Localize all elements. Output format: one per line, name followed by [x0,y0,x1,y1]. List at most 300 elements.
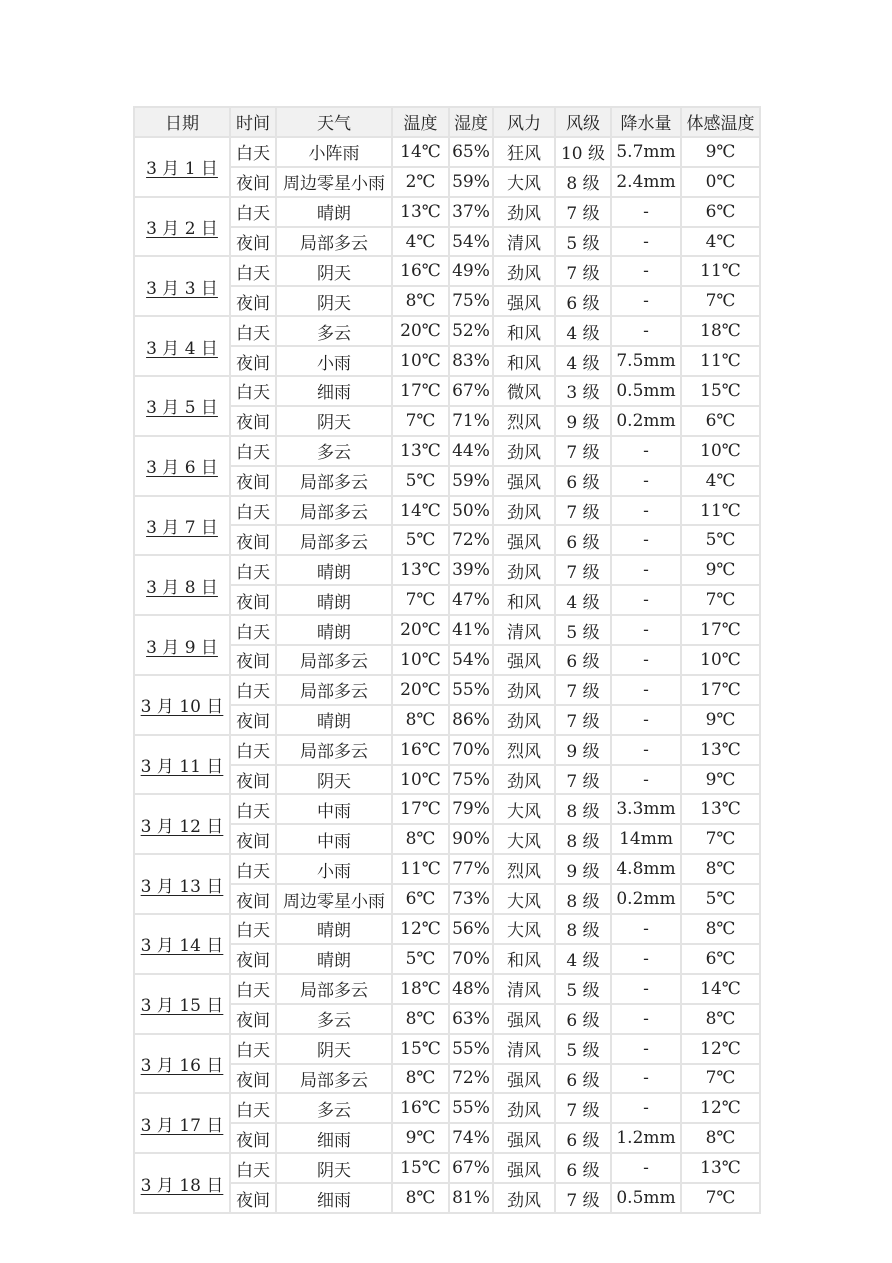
cell-humidity: 75% [449,765,493,795]
cell-wind-level: 6 级 [555,645,611,675]
cell-feels-like: 13℃ [681,735,760,765]
cell-time: 夜间 [230,346,276,376]
cell-humidity: 71% [449,406,493,436]
cell-weather: 局部多云 [276,496,392,526]
cell-wind: 微风 [493,376,555,406]
cell-humidity: 59% [449,466,493,496]
cell-temperature: 16℃ [392,735,449,765]
cell-time: 白天 [230,1034,276,1064]
cell-temperature: 11℃ [392,854,449,884]
cell-wind: 强风 [493,1004,555,1034]
cell-wind: 劲风 [493,1093,555,1123]
cell-weather: 阴天 [276,1034,392,1064]
table-row [134,137,760,167]
cell-temperature: 7℃ [392,585,449,615]
cell-temperature: 13℃ [392,555,449,585]
table-row [134,197,760,227]
cell-feels-like: 6℃ [681,406,760,436]
cell-humidity: 44% [449,436,493,466]
cell-humidity: 77% [449,854,493,884]
table-row [134,854,760,884]
cell-wind: 大风 [493,884,555,914]
cell-temperature: 4℃ [392,227,449,257]
cell-humidity: 83% [449,346,493,376]
cell-feels-like: 0℃ [681,167,760,197]
cell-time: 白天 [230,1093,276,1123]
cell-precipitation: - [611,555,681,585]
cell-temperature: 16℃ [392,1093,449,1123]
cell-weather: 局部多云 [276,645,392,675]
cell-date: 3 月 17 日 [134,1093,230,1153]
cell-weather: 晴朗 [276,914,392,944]
cell-date: 3 月 18 日 [134,1153,230,1213]
cell-temperature: 8℃ [392,705,449,735]
cell-humidity: 49% [449,256,493,286]
cell-time: 夜间 [230,884,276,914]
cell-wind: 烈风 [493,406,555,436]
header-wind-level: 风级 [555,107,611,137]
cell-time: 夜间 [230,944,276,974]
cell-temperature: 2℃ [392,167,449,197]
cell-feels-like: 8℃ [681,1123,760,1153]
table-row [134,794,760,824]
cell-wind: 清风 [493,1034,555,1064]
cell-weather: 小阵雨 [276,137,392,167]
cell-feels-like: 13℃ [681,794,760,824]
cell-time: 白天 [230,256,276,286]
cell-wind-level: 6 级 [555,525,611,555]
cell-weather: 局部多云 [276,227,392,257]
cell-time: 夜间 [230,1123,276,1153]
cell-wind-level: 5 级 [555,615,611,645]
cell-temperature: 15℃ [392,1034,449,1064]
cell-wind: 清风 [493,974,555,1004]
cell-precipitation: 7.5mm [611,346,681,376]
cell-humidity: 59% [449,167,493,197]
cell-precipitation: 14mm [611,824,681,854]
cell-time: 夜间 [230,167,276,197]
cell-wind: 强风 [493,1123,555,1153]
header-weather: 天气 [276,107,392,137]
cell-wind-level: 3 级 [555,376,611,406]
cell-feels-like: 8℃ [681,854,760,884]
cell-precipitation: - [611,436,681,466]
cell-date: 3 月 10 日 [134,675,230,735]
cell-humidity: 52% [449,316,493,346]
cell-humidity: 86% [449,705,493,735]
cell-wind-level: 8 级 [555,167,611,197]
cell-wind-level: 5 级 [555,974,611,1004]
cell-humidity: 55% [449,1034,493,1064]
cell-wind-level: 4 级 [555,346,611,376]
cell-temperature: 8℃ [392,1004,449,1034]
cell-date: 3 月 6 日 [134,436,230,496]
cell-temperature: 13℃ [392,197,449,227]
cell-weather: 多云 [276,316,392,346]
cell-temperature: 8℃ [392,824,449,854]
cell-feels-like: 12℃ [681,1034,760,1064]
cell-humidity: 50% [449,496,493,526]
table-row [134,735,760,765]
cell-temperature: 5℃ [392,466,449,496]
cell-wind: 大风 [493,794,555,824]
cell-precipitation: 0.2mm [611,406,681,436]
cell-weather: 阴天 [276,765,392,795]
cell-precipitation: 0.2mm [611,884,681,914]
table-body [134,137,760,1213]
cell-time: 夜间 [230,645,276,675]
cell-precipitation: - [611,944,681,974]
cell-wind-level: 10 级 [555,137,611,167]
cell-wind: 劲风 [493,1183,555,1213]
cell-feels-like: 7℃ [681,1064,760,1094]
cell-feels-like: 12℃ [681,1093,760,1123]
cell-temperature: 20℃ [392,615,449,645]
cell-temperature: 16℃ [392,256,449,286]
cell-humidity: 48% [449,974,493,1004]
cell-weather: 局部多云 [276,466,392,496]
cell-feels-like: 8℃ [681,1004,760,1034]
cell-temperature: 17℃ [392,376,449,406]
cell-precipitation: 3.3mm [611,794,681,824]
cell-humidity: 55% [449,1093,493,1123]
cell-precipitation: - [611,286,681,316]
cell-wind: 和风 [493,346,555,376]
cell-wind-level: 4 级 [555,585,611,615]
cell-humidity: 65% [449,137,493,167]
cell-wind-level: 6 级 [555,1004,611,1034]
cell-time: 白天 [230,555,276,585]
table-row [134,914,760,944]
cell-time: 白天 [230,675,276,705]
cell-precipitation: 1.2mm [611,1123,681,1153]
cell-wind-level: 4 级 [555,316,611,346]
cell-temperature: 8℃ [392,1183,449,1213]
cell-temperature: 20℃ [392,316,449,346]
cell-weather: 阴天 [276,286,392,316]
cell-feels-like: 7℃ [681,824,760,854]
cell-temperature: 12℃ [392,914,449,944]
cell-wind: 和风 [493,585,555,615]
cell-feels-like: 9℃ [681,555,760,585]
cell-wind-level: 8 级 [555,914,611,944]
cell-wind-level: 8 级 [555,884,611,914]
cell-date: 3 月 12 日 [134,794,230,854]
cell-wind-level: 7 级 [555,555,611,585]
table-row [134,1034,760,1064]
cell-wind: 清风 [493,615,555,645]
cell-temperature: 5℃ [392,525,449,555]
cell-precipitation: 5.7mm [611,137,681,167]
cell-time: 白天 [230,974,276,1004]
cell-weather: 晴朗 [276,944,392,974]
cell-precipitation: - [611,585,681,615]
cell-feels-like: 18℃ [681,316,760,346]
cell-weather: 局部多云 [276,675,392,705]
cell-wind-level: 6 级 [555,1153,611,1183]
cell-wind-level: 6 级 [555,1064,611,1094]
cell-wind-level: 8 级 [555,794,611,824]
cell-humidity: 74% [449,1123,493,1153]
cell-time: 白天 [230,1153,276,1183]
cell-precipitation: - [611,197,681,227]
cell-wind-level: 9 级 [555,735,611,765]
cell-wind: 强风 [493,1064,555,1094]
cell-humidity: 73% [449,884,493,914]
cell-feels-like: 17℃ [681,675,760,705]
cell-precipitation: - [611,914,681,944]
cell-wind-level: 7 级 [555,765,611,795]
cell-precipitation: 4.8mm [611,854,681,884]
header-humidity: 湿度 [449,107,493,137]
cell-temperature: 10℃ [392,346,449,376]
cell-feels-like: 13℃ [681,1153,760,1183]
cell-date: 3 月 16 日 [134,1034,230,1094]
cell-wind: 和风 [493,944,555,974]
cell-weather: 细雨 [276,1183,392,1213]
cell-temperature: 13℃ [392,436,449,466]
cell-time: 夜间 [230,286,276,316]
cell-wind-level: 7 级 [555,705,611,735]
cell-time: 夜间 [230,1064,276,1094]
cell-date: 3 月 13 日 [134,854,230,914]
table-header [134,107,760,137]
cell-wind-level: 7 级 [555,256,611,286]
cell-humidity: 54% [449,227,493,257]
cell-time: 白天 [230,197,276,227]
cell-humidity: 79% [449,794,493,824]
header-wind: 风力 [493,107,555,137]
cell-temperature: 20℃ [392,675,449,705]
cell-precipitation: 0.5mm [611,1183,681,1213]
cell-wind: 强风 [493,525,555,555]
table-row [134,316,760,346]
cell-temperature: 14℃ [392,137,449,167]
cell-precipitation: - [611,645,681,675]
cell-precipitation: - [611,1093,681,1123]
cell-date: 3 月 11 日 [134,735,230,795]
cell-feels-like: 17℃ [681,615,760,645]
cell-feels-like: 6℃ [681,944,760,974]
cell-wind-level: 6 级 [555,1123,611,1153]
cell-weather: 晴朗 [276,705,392,735]
cell-humidity: 54% [449,645,493,675]
cell-time: 白天 [230,615,276,645]
cell-temperature: 10℃ [392,765,449,795]
cell-time: 夜间 [230,406,276,436]
table-row [134,555,760,585]
cell-wind-level: 7 级 [555,1093,611,1123]
cell-wind-level: 7 级 [555,496,611,526]
cell-time: 白天 [230,436,276,466]
cell-precipitation: - [611,705,681,735]
cell-feels-like: 7℃ [681,286,760,316]
cell-wind-level: 9 级 [555,406,611,436]
cell-time: 夜间 [230,824,276,854]
cell-feels-like: 11℃ [681,496,760,526]
cell-time: 白天 [230,376,276,406]
cell-time: 夜间 [230,1004,276,1034]
cell-weather: 细雨 [276,376,392,406]
cell-weather: 中雨 [276,824,392,854]
table-row [134,974,760,1004]
cell-wind-level: 7 级 [555,197,611,227]
cell-time: 白天 [230,496,276,526]
cell-feels-like: 6℃ [681,197,760,227]
cell-precipitation: - [611,496,681,526]
cell-precipitation: - [611,227,681,257]
cell-feels-like: 8℃ [681,914,760,944]
cell-wind: 劲风 [493,436,555,466]
cell-weather: 多云 [276,1093,392,1123]
table-row [134,436,760,466]
cell-humidity: 70% [449,944,493,974]
cell-feels-like: 5℃ [681,884,760,914]
cell-wind: 和风 [493,316,555,346]
cell-precipitation: - [611,466,681,496]
cell-temperature: 10℃ [392,645,449,675]
cell-time: 白天 [230,137,276,167]
cell-wind: 强风 [493,466,555,496]
cell-humidity: 81% [449,1183,493,1213]
cell-temperature: 15℃ [392,1153,449,1183]
cell-precipitation: - [611,615,681,645]
cell-time: 夜间 [230,227,276,257]
header-date: 日期 [134,107,230,137]
cell-wind: 劲风 [493,705,555,735]
cell-time: 夜间 [230,765,276,795]
cell-time: 白天 [230,316,276,346]
cell-humidity: 72% [449,1064,493,1094]
cell-humidity: 63% [449,1004,493,1034]
cell-wind: 劲风 [493,197,555,227]
cell-weather: 局部多云 [276,735,392,765]
cell-time: 白天 [230,794,276,824]
cell-feels-like: 4℃ [681,227,760,257]
cell-wind: 劲风 [493,555,555,585]
cell-wind: 劲风 [493,256,555,286]
cell-time: 夜间 [230,585,276,615]
cell-feels-like: 15℃ [681,376,760,406]
cell-humidity: 75% [449,286,493,316]
cell-humidity: 67% [449,1153,493,1183]
table-row [134,496,760,526]
header-temperature: 温度 [392,107,449,137]
table-row [134,1153,760,1183]
cell-humidity: 37% [449,197,493,227]
cell-weather: 晴朗 [276,197,392,227]
cell-humidity: 39% [449,555,493,585]
cell-wind-level: 5 级 [555,227,611,257]
cell-weather: 局部多云 [276,1064,392,1094]
cell-temperature: 14℃ [392,496,449,526]
table-row [134,615,760,645]
cell-temperature: 18℃ [392,974,449,1004]
cell-humidity: 70% [449,735,493,765]
cell-weather: 局部多云 [276,974,392,1004]
cell-time: 夜间 [230,525,276,555]
cell-time: 白天 [230,854,276,884]
cell-wind: 强风 [493,645,555,675]
cell-temperature: 9℃ [392,1123,449,1153]
cell-precipitation: 0.5mm [611,376,681,406]
cell-weather: 细雨 [276,1123,392,1153]
cell-time: 白天 [230,914,276,944]
cell-weather: 中雨 [276,794,392,824]
cell-temperature: 5℃ [392,944,449,974]
cell-precipitation: - [611,525,681,555]
cell-feels-like: 4℃ [681,466,760,496]
cell-wind: 强风 [493,286,555,316]
cell-feels-like: 11℃ [681,256,760,286]
cell-precipitation: - [611,1153,681,1183]
cell-wind-level: 7 级 [555,675,611,705]
table-row [134,1093,760,1123]
cell-wind: 烈风 [493,854,555,884]
header-feels-like: 体感温度 [681,107,760,137]
cell-precipitation: - [611,675,681,705]
cell-feels-like: 9℃ [681,705,760,735]
cell-date: 3 月 2 日 [134,197,230,257]
cell-feels-like: 5℃ [681,525,760,555]
cell-wind-level: 7 级 [555,1183,611,1213]
cell-wind: 劲风 [493,675,555,705]
cell-temperature: 8℃ [392,1064,449,1094]
cell-weather: 阴天 [276,256,392,286]
cell-precipitation: - [611,316,681,346]
cell-weather: 晴朗 [276,555,392,585]
cell-date: 3 月 8 日 [134,555,230,615]
cell-date: 3 月 5 日 [134,376,230,436]
cell-precipitation: - [611,735,681,765]
cell-precipitation: - [611,974,681,1004]
cell-weather: 周边零星小雨 [276,167,392,197]
weather-forecast-table [133,106,761,1214]
cell-date: 3 月 1 日 [134,137,230,197]
cell-weather: 多云 [276,436,392,466]
cell-wind-level: 7 级 [555,436,611,466]
cell-humidity: 55% [449,675,493,705]
cell-precipitation: - [611,1034,681,1064]
cell-weather: 小雨 [276,346,392,376]
cell-time: 白天 [230,735,276,765]
cell-wind: 大风 [493,167,555,197]
table-row [134,675,760,705]
cell-wind-level: 9 级 [555,854,611,884]
cell-precipitation: - [611,1064,681,1094]
cell-humidity: 72% [449,525,493,555]
cell-date: 3 月 3 日 [134,256,230,316]
cell-temperature: 17℃ [392,794,449,824]
cell-feels-like: 9℃ [681,137,760,167]
cell-humidity: 90% [449,824,493,854]
cell-feels-like: 7℃ [681,1183,760,1213]
cell-temperature: 6℃ [392,884,449,914]
cell-wind: 劲风 [493,765,555,795]
cell-weather: 多云 [276,1004,392,1034]
cell-date: 3 月 14 日 [134,914,230,974]
cell-wind: 强风 [493,1153,555,1183]
cell-weather: 晴朗 [276,615,392,645]
cell-time: 夜间 [230,466,276,496]
cell-temperature: 7℃ [392,406,449,436]
header-time: 时间 [230,107,276,137]
cell-humidity: 41% [449,615,493,645]
cell-precipitation: - [611,765,681,795]
cell-wind: 烈风 [493,735,555,765]
cell-weather: 阴天 [276,1153,392,1183]
cell-wind-level: 5 级 [555,1034,611,1064]
